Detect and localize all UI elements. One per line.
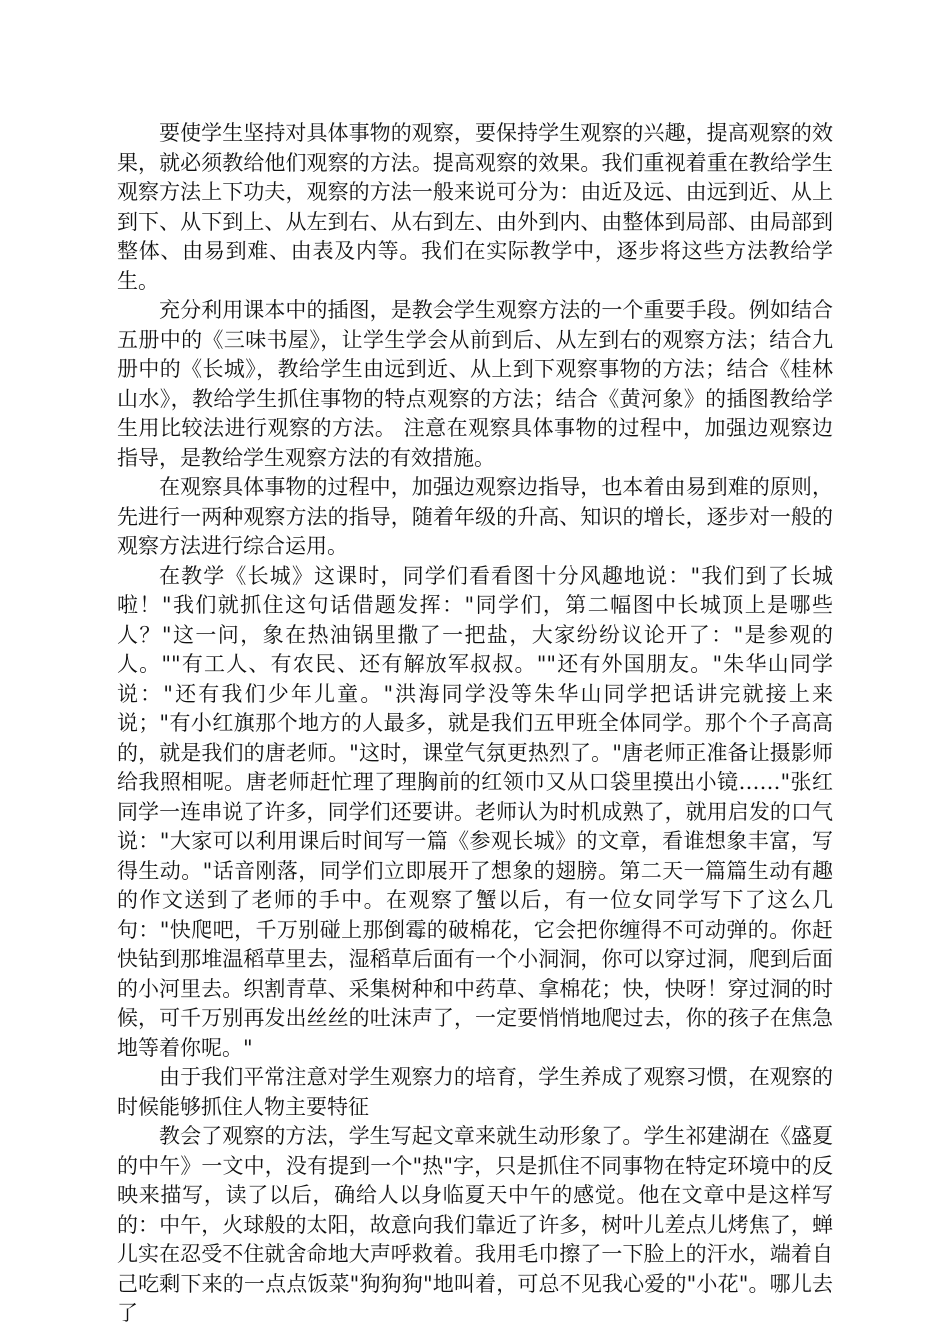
paragraph-textbook-illustrations: 充分利用课本中的插图，是教会学生观察方法的一个重要手段。例如结合五册中的《三味书屋》，让学生学会从前到后、从左到右的观察方法；结合九册中的《长城》，教给学生由远到近、从上到下观察事物的方法；结合《桂林山水》，教给学生抓住事物的特点观察的方法；结合《黄河象》的插图教给学生用比较法进行观察的方法。 注意在观察具体事物的过程中，加强边观察边指导，是教给学生观察方法的有效措施。 xyxy=(117,298,833,470)
paragraph-vivid-writing: 教会了观察的方法，学生写起文章来就生动形象了。学生祁建湖在《盛夏的中午》一文中，没有提到一个"热"字，只是抓住不同事物在特定环境中的反映来描写，读了以后，确给人以身临夏天中午的感觉。他在文章中是这样写的：中午，火球般的太阳，故意向我们靠近了许多，树叶儿差点儿烤焦了，蝉儿实在忍受不住就舍命地大声呼救着。我用毛巾擦了一下脸上的汗水，端着自己吃剩下来的一点点饭菜"狗狗狗"地叫着，可总不见我心爱的"小花"。哪儿去了 xyxy=(117,1124,833,1325)
paragraph-observation-methods: 要使学生坚持对具体事物的观察，要保持学生观察的兴趣，提高观察的效果，就必须教给他们观察的方法。提高观察的效果。我们重视着重在教给学生观察方法上下功夫，观察的方法一般来说可分为：由近及远、由远到近、从上到下、从下到上、从左到右、从右到左、由外到内、由整体到局部、由局部到整体、由易到难、由表及内等。我们在实际教学中，逐步将这些方法教给学生。 xyxy=(117,121,833,293)
paragraph-guided-observation: 在观察具体事物的过程中，加强边观察边指导，也本着由易到难的原则，先进行一两种观察方法的指导，随着年级的升高、知识的增长，逐步对一般的观察方法进行综合运用。 xyxy=(117,475,833,558)
paragraph-great-wall-lesson: 在教学《长城》这课时，同学们看看图十分风趣地说："我们到了长城啦！"我们就抓住这句话借题发挥："同学们，第二幅图中长城顶上是哪些人？"这一问，象在热油锅里撒了一把盐，大家纷纷议论开了："是参观的人。""有工人、有农民、还有解放军叔叔。""还有外国朋友。"朱华山同学说："还有我们少年儿童。"洪海同学没等朱华山同学把话讲完就接上来说；"有小红旗那个地方的人最多，就是我们五甲班全体同学。那个个子高高的，就是我们的唐老师。"这时，课堂气氛更热烈了。"唐老师正准备让摄影师给我照相呢。唐老师赶忙理了理胸前的红领巾又从口袋里摸出小镜……"张红同学一连串说了许多，同学们还要讲。老师认为时机成熟了，就用启发的口气说："大家可以利用课后时间写一篇《参观长城》的文章，看谁想象丰富，写得生动。"话音刚落，同学们立即展开了想象的翅膀。第二天一篇篇生动有趣的作文送到了老师的手中。在观察了蟹以后，有一位女同学写下了这么几句："快爬吧，千万别碰上那倒霉的破棉花，它会把你缠得不可动弹的。你赶快钻到那堆温稻草里去，湿稻草后面有一个小洞洞，你可以穿过洞，爬到后面的小河里去。织割青草、采集树种和中药草、拿棉花；快，快呀！穿过洞的时候，可千万别再发出丝丝的吐沫声了，一定要悄悄地爬过去，你的孩子在焦急地等着你呢。" xyxy=(117,563,833,1060)
paragraph-observation-habits: 由于我们平常注意对学生观察力的培育，学生养成了观察习惯，在观察的时候能够抓住人物主要特征 xyxy=(117,1065,833,1119)
document-body xyxy=(117,119,833,1329)
